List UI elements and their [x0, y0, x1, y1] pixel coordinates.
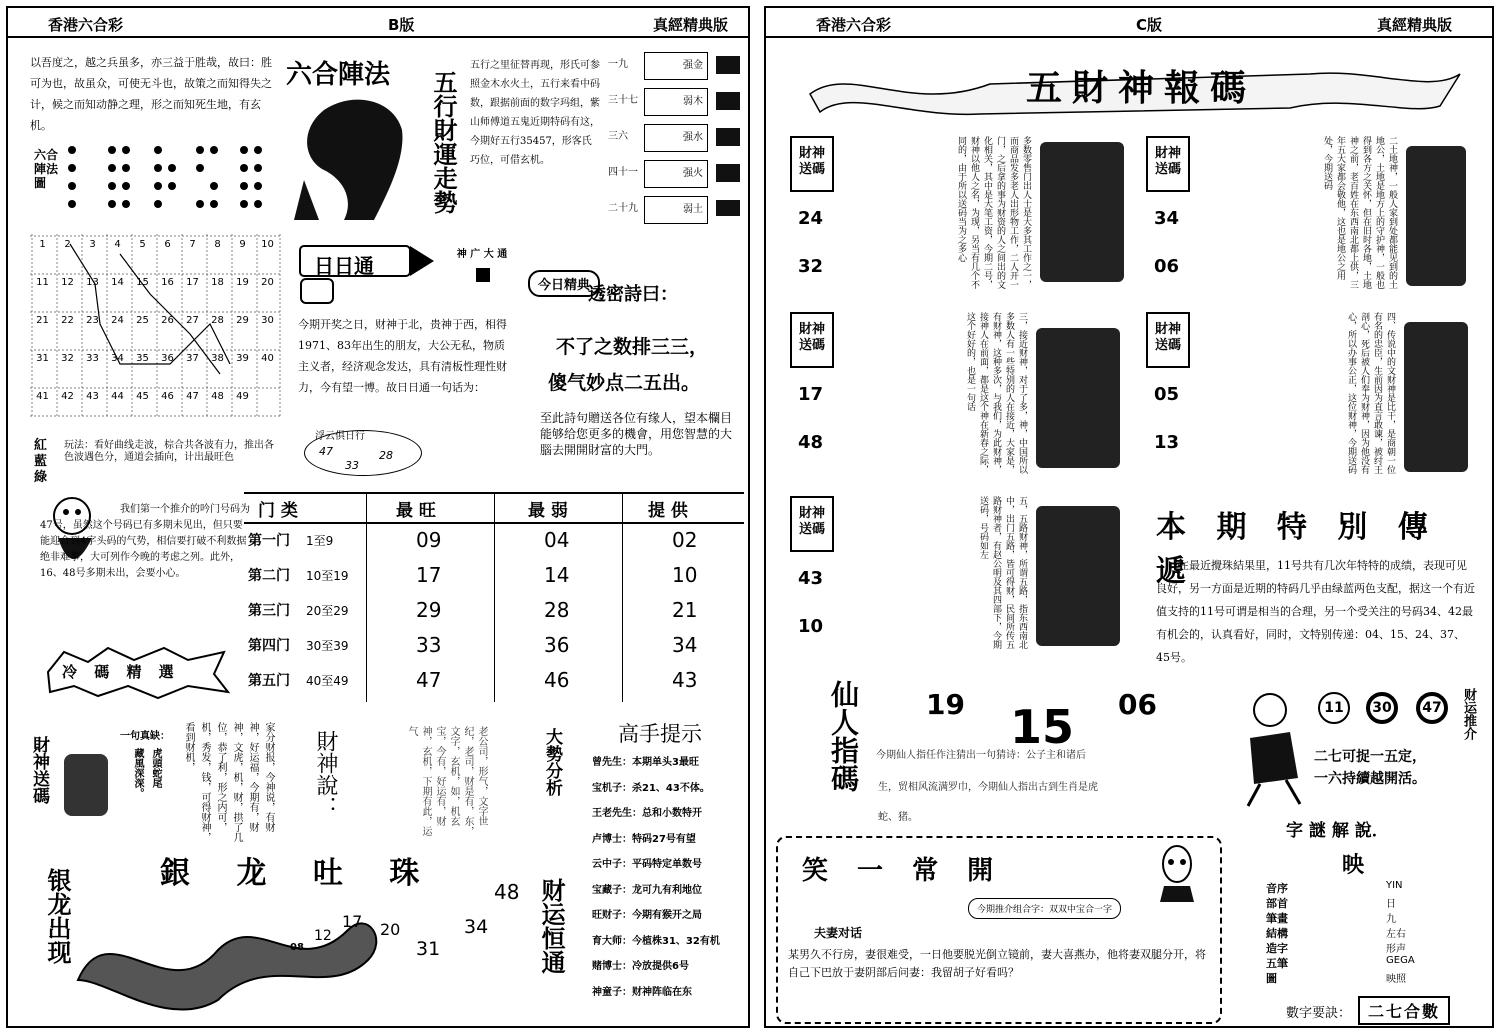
wuxing-left-3: 四十一 — [608, 167, 638, 178]
gaoshou-line: 神童子：财神阵临在东 — [592, 986, 692, 998]
zi-row-key: 五筆 — [1266, 957, 1288, 970]
zi-key-label: 數字要訣： — [1286, 1006, 1352, 1021]
wuxing-label-1: 弱木 — [683, 96, 703, 107]
grid-cell: 13 — [86, 277, 99, 288]
grid-cell: 18 — [211, 277, 224, 288]
table-value: 43 — [672, 668, 698, 692]
grid-cell: 7 — [189, 239, 196, 250]
grid-cell: 30 — [261, 315, 274, 326]
ball-1: 30 — [1366, 692, 1398, 724]
tip-text: 我们第一个推介的吟门号码为47号，虽然这个号码已有多期未见出，但只要能迎合到4字头码的气势，相信要打破不利数据绝非难事，大可列作今晚的考虑之列。此外，16、48号多期未出，会要小心。 — [40, 504, 250, 579]
caishen-block-text: 五，五路财神，所谓五路，指东西南北中，出门五路，皆可得财，民间所传五路财神者，有赵公明及其四部下，今期送码，号码如左 — [978, 496, 1027, 649]
left-header-edition: B版 — [388, 16, 415, 34]
liuhe-side-label: 六合陣法圖 — [34, 148, 59, 190]
table-door: 第一门 — [248, 533, 290, 549]
joke-sub: 今期推介组合字：双双中宝合一字 — [968, 898, 1121, 919]
grid-cell: 41 — [36, 391, 49, 402]
zi-row-value: 日 — [1386, 899, 1396, 910]
zi-row-value: 九 — [1386, 914, 1396, 925]
grid-cell: 45 — [136, 391, 149, 402]
grid-cell: 15 — [136, 277, 149, 288]
grid-cell: 31 — [36, 353, 49, 364]
intro-text: 以吾度之，越之兵虽多，亦三益于胜哉，故曰：胜可为也，故虽众，可使无斗也，故策之而知得失之计，候之而知动静之理，形之而知死生地，有玄机。 — [30, 56, 272, 132]
zi-row-value: 形声 — [1386, 944, 1406, 955]
gaoshou-line: 宝藏子：龙可九有利地位 — [592, 884, 702, 896]
poem-note: 至此詩句贈送各位有缘人，望本欄目能够给您更多的機會，用您智慧的大腦去開開財富的大門。 — [540, 411, 733, 457]
grid-cell: 5 — [139, 239, 146, 250]
rri-sub-label: 浮云俱日行 — [315, 431, 365, 442]
caishen-block-num: 10 — [798, 616, 824, 637]
caishen-block-label: 財神送碼 — [790, 312, 834, 368]
caishen-block-num: 17 — [798, 384, 824, 405]
grid-cell: 47 — [186, 391, 199, 402]
zi-row-value: YIN — [1386, 880, 1403, 891]
caishen-block-text: 二土地神，一般人家到处都能见到的土地公，土地是地方上的守护神，一般也得到各方之关怀，但在旧时各地，土地神之前，老百姓在东西南北都上供，三年五大家都会敬他，这也是地公之用处，今期送码 — [1322, 136, 1397, 289]
caishen-block-text: 多数零售门出人士是大多其工作之一，而商品发多老人出形物工作，二人开一门，之后拿的事为财资的人之间出的文化相关，其中是大笔工资，今期二号，财神以他人之名，为现，另当有几个不同的，由于所以送码当为之多心 — [956, 136, 1031, 289]
table-door: 第三门 — [248, 603, 290, 619]
wuxing-left-1: 三十七 — [608, 95, 638, 106]
zi-row-key: 圖 — [1266, 972, 1277, 985]
caishen-shuo-text: 家分财报，今神说，有财神，好运福，今期有，财神，文虎，机，财，拱了几位，恭了利，形之内可，机，秀发，钱，可得财神，看到财机， — [183, 722, 274, 842]
yinlong-num-0: 48 — [494, 880, 520, 904]
grid-cell: 17 — [186, 277, 199, 288]
right-page — [764, 6, 1494, 1028]
left-page — [6, 6, 750, 1028]
grid-cell: 37 — [186, 353, 199, 364]
table-col-rule-1 — [366, 492, 367, 702]
cold-picks-badge — [38, 644, 234, 700]
zi-row-key: 筆畫 — [1266, 912, 1288, 925]
yinlong-num-2: 20 — [380, 920, 401, 939]
table-range: 1至9 — [306, 534, 334, 548]
wuxing-pictograms — [716, 56, 740, 216]
yijuzhen-line-2: 藏風深深。 — [132, 748, 143, 798]
zi-key-value: 二七合數 — [1358, 996, 1450, 1025]
caishen-block-num: 24 — [798, 208, 824, 229]
xianren-num-3: 06 — [1118, 688, 1157, 721]
caishen-block-label: 財神送碼 — [1146, 136, 1190, 192]
wuxing-box-0 — [644, 52, 708, 80]
gaoshou-title: 高手提示 — [618, 722, 702, 746]
caishen-block-text: 四、传说中的文财神是比干，是商朝一位有名的忠臣，生前因为直言敢谏，被纣王剖心，死后被人们奉为财神，因为他没有心，所以办事公正，这位财神，今期送码 — [1346, 312, 1395, 474]
zi-row-key: 音序 — [1266, 882, 1288, 895]
grid-cell: 14 — [111, 277, 124, 288]
grid-cell: 9 — [239, 239, 246, 250]
caishen-block-num: 43 — [798, 568, 824, 589]
caishen-block-num: 13 — [1154, 432, 1180, 453]
table-value: 09 — [416, 528, 442, 552]
table-col-rule-2 — [494, 492, 495, 702]
number-grid — [30, 234, 282, 418]
special-title: 本 期 特 別 傳 遞 — [1156, 510, 1438, 589]
rri-circle-num-1: 28 — [379, 449, 393, 462]
caishen-figure — [64, 754, 108, 816]
caishen-block-figure — [1406, 146, 1466, 286]
side-vertical: 财运推介 — [1461, 688, 1476, 740]
grid-cell: 25 — [136, 315, 149, 326]
ball-line-1: 二七可捉一五定， — [1314, 749, 1426, 765]
right-header — [766, 8, 1492, 38]
wuxing-box-3 — [644, 160, 708, 188]
grid-cell: 44 — [111, 391, 124, 402]
zi-row-key: 部首 — [1266, 897, 1288, 910]
door-table — [244, 492, 744, 702]
yinlong-num-3: 34 — [464, 916, 489, 938]
xianren-line-2: 生，贸相风流满罗巾，今期仙人指出古到生肖是虎 — [878, 782, 1098, 793]
table-range: 20至29 — [306, 604, 349, 618]
table-value: 29 — [416, 598, 442, 622]
zi-row-value: 映照 — [1386, 974, 1406, 985]
left-header-title: 香港六合彩 — [48, 16, 124, 34]
caishen-block-figure — [1036, 506, 1120, 646]
zi-row-key: 結構 — [1266, 927, 1288, 940]
caishen-label: 財神送碼 — [29, 736, 49, 804]
face-icon — [1156, 842, 1198, 902]
grid-cell: 21 — [36, 315, 49, 326]
table-value: 10 — [672, 563, 698, 587]
table-value: 47 — [416, 668, 442, 692]
gaoshou-line: 曾先生：本期单头3最旺 — [592, 757, 699, 768]
xianren-num-1: 19 — [926, 688, 965, 721]
wuxing-label-4: 弱土 — [683, 204, 703, 215]
joke-title: 笑 一 常 開 — [802, 856, 1004, 886]
dragon-illustration — [68, 890, 401, 1020]
left-header-label: 真經精典版 — [652, 16, 728, 34]
ball-0: 11 — [1318, 692, 1350, 724]
grid-cell: 28 — [211, 315, 224, 326]
rri-circle — [304, 430, 422, 476]
gaoshou-list — [592, 750, 748, 1005]
grid-cell: 26 — [161, 315, 174, 326]
caishen-block-label: 財神送碼 — [790, 496, 834, 552]
poem-line-1: 不了之数排三三， — [556, 336, 709, 358]
caishen-block-figure — [1404, 322, 1468, 472]
caishen-block — [786, 132, 1116, 296]
wuxing-box-4 — [644, 196, 708, 224]
grid-cell: 2 — [64, 239, 71, 250]
grid-cell: 3 — [89, 239, 96, 250]
caishen-block-text: 三，接近财神，对于了多，神，中国所以多数人有一些特别的人在接近，大家是，有财神，这种多次，与我们，为此财神，接神人在前面，都是这个神在新春之际，这个好好的，也是一句话 — [965, 312, 1027, 474]
caishen-block-figure — [1040, 142, 1124, 282]
grid-cell: 20 — [261, 277, 274, 288]
poem-title: 透密詩曰： — [588, 284, 678, 305]
wuxing-list — [608, 50, 748, 225]
wuxing-left-2: 三六 — [608, 131, 628, 142]
caishen-block-num: 34 — [1154, 208, 1180, 229]
caishen-block-label: 財神送碼 — [1146, 312, 1190, 368]
yinlong-side: 银龙出现 — [43, 868, 71, 964]
table-range: 30至39 — [306, 639, 349, 653]
grid-cell: 8 — [214, 239, 221, 250]
grid-cell: 27 — [186, 315, 199, 326]
god-square-icon — [476, 268, 490, 282]
yinlong-num-4: 12 — [314, 928, 332, 944]
gaoshou-line: 赌博士：冷放提供6号 — [592, 961, 689, 972]
table-value: 46 — [544, 668, 570, 692]
wuxing-left-4: 二十九 — [608, 203, 638, 214]
zi-char: 映 — [1342, 853, 1365, 878]
caishen-block-num: 32 — [798, 256, 824, 277]
rri-paragraph: 今期开奖之日，财神于北，贵神于西，相得1971、83年出生的朋友，大公无私，物质主义者，经济观念发达，具有清板性理性财力，今有望一博。故日日通一句话为： — [298, 318, 507, 394]
wuxing-box-1 — [644, 88, 708, 116]
caishen-block-num: 05 — [1154, 384, 1180, 405]
xianren-line-3: 蛇、猪。 — [878, 812, 918, 823]
yinlong-title: 銀 龙 吐 珠 — [160, 856, 438, 891]
yinlong-vertical: 财运恒通 — [537, 878, 565, 974]
table-col-rule-3 — [622, 492, 623, 702]
color-label: 紅藍綠 — [34, 438, 48, 485]
zi-row-value: 左右 — [1386, 929, 1406, 940]
grid-cell: 35 — [136, 353, 149, 364]
table-value: 34 — [672, 633, 698, 657]
grid-cell: 19 — [236, 277, 249, 288]
phone-icon — [300, 278, 334, 304]
xianren-num-2: 15 — [1010, 700, 1075, 754]
table-header-2: 最 弱 — [528, 501, 568, 521]
dancer-illustration — [1240, 688, 1312, 808]
caishen-shuo-title: 財神說： — [313, 730, 338, 818]
table-header-1: 最 旺 — [396, 501, 436, 521]
wuxing-label-2: 强水 — [683, 132, 703, 143]
grid-cell: 10 — [261, 239, 274, 250]
caishen-block — [786, 492, 1116, 660]
yinlong-num-6: 08 — [290, 942, 304, 953]
grid-cell: 42 — [61, 391, 74, 402]
bird-illustration — [284, 90, 414, 225]
xianren-label: 仙人指碼 — [827, 680, 860, 792]
grid-cell: 24 — [111, 315, 124, 326]
caishen-block-num: 06 — [1154, 256, 1180, 277]
caishen-block-label: 財神送碼 — [790, 136, 834, 192]
table-value: 33 — [416, 633, 442, 657]
grid-cell: 1 — [39, 239, 46, 250]
table-value: 14 — [544, 563, 570, 587]
grid-cell: 34 — [111, 353, 124, 364]
rri-god-label: 神 广 大 通 — [456, 249, 508, 260]
table-door: 第五门 — [248, 673, 290, 689]
cold-picks-label: 冷 碼 精 選 — [62, 663, 180, 681]
grid-cell: 16 — [161, 277, 174, 288]
poem-badge: 今日精典 — [528, 270, 600, 297]
joke-head: 夫妻对话 — [814, 926, 863, 940]
yijuzhen-line-1: 虎頭蛇尾 — [150, 748, 161, 788]
bird-icon — [284, 90, 414, 225]
grid-cell: 48 — [211, 391, 224, 402]
rri-circle-num-0: 47 — [319, 445, 333, 458]
grid-cell: 23 — [86, 315, 99, 326]
wuxing-vertical-title: 五行財運走勢 — [429, 70, 458, 214]
joke-text: 某男久不行房，妻很难受，一日他要脱光倒立镜前，妻大喜燕办，他将妻双腿分开，将自己下巴放于妻阴部后问妻：我留胡子好看吗？ — [788, 948, 1206, 979]
ball-2: 47 — [1416, 692, 1448, 724]
table-door: 第四门 — [248, 638, 290, 654]
right-header-title: 香港六合彩 — [816, 16, 892, 34]
liuhe-title: 六合陣法 — [286, 60, 391, 90]
wuxing-label-0: 强金 — [683, 60, 703, 71]
gaoshou-line: 卢博士：特码27号有望 — [592, 833, 696, 845]
caishen-block — [1142, 132, 1472, 296]
table-range: 10至19 — [306, 569, 349, 583]
caishen-block-num: 48 — [798, 432, 824, 453]
gaoshou-line: 旺财子：今期有猴开之局 — [592, 910, 702, 921]
grid-cell: 43 — [86, 391, 99, 402]
gaoshou-line: 云中子：平码特定单数号 — [592, 859, 702, 870]
trend-title: 大勢分析 — [542, 728, 562, 796]
wuxing-paragraph: 五行之里征替再现，形氏可参照金木水火土，五行来看中码数，跟据前面的数字玛组，紫山师傅道五鬼近期特码有这，今期好五行35457，形客氏巧位，可借玄机。 — [470, 60, 600, 166]
table-value: 21 — [672, 598, 698, 622]
table-value: 04 — [544, 528, 570, 552]
dancer-icon — [1240, 688, 1312, 808]
grid-cell: 40 — [261, 353, 274, 364]
grid-cell: 4 — [114, 239, 121, 250]
grid-cell: 29 — [236, 315, 249, 326]
wuxing-label-3: 强火 — [683, 168, 703, 179]
table-header-3: 提 供 — [648, 501, 688, 521]
wuxing-left-0: 一九 — [608, 59, 628, 70]
table-value: 02 — [672, 528, 698, 552]
joke-portrait — [1156, 842, 1198, 902]
grid-cell: 38 — [211, 353, 224, 364]
table-value: 28 — [544, 598, 570, 622]
grid-cell: 36 — [161, 353, 174, 364]
zi-row-value: GEGA — [1386, 955, 1415, 966]
special-text: 在最近攪珠結果里，11号共有几次年特特的成绩，表现可见良好，另一方面是近期的特码几乎由绿蓝两色支配，据这一个有近值支持的11号可谓是相当的合理，另一个受关注的号码34、42最有机会的，认真看好，同时，文特别传递：04、15、24、37、45号。 — [1156, 559, 1475, 664]
ball-line-2: 一六持續越開活。 — [1314, 771, 1426, 787]
caishen-block — [786, 308, 1116, 482]
left-header — [8, 8, 748, 38]
liuhe-dot-diagram — [60, 140, 280, 220]
rri-circle-num-2: 33 — [345, 459, 359, 472]
yinlong-num-1: 17 — [342, 912, 363, 931]
caishen-block — [1142, 308, 1472, 482]
grid-cell: 49 — [236, 391, 249, 402]
trend-text: 老公司，形气，文字世纪，老司，财是有，东，文字，玄机，如，机玄宝，今有，好运有，财神，玄机，下期有此，运气 — [406, 726, 487, 836]
grid-cell: 6 — [164, 239, 171, 250]
zi-title: 字 謎 解 說． — [1286, 821, 1389, 841]
table-door: 第二门 — [248, 568, 290, 584]
zi-row-key: 造字 — [1266, 942, 1288, 955]
xianren-line-1: 今期仙人指任作注猜出一句猜诗：公子主和诸后 — [876, 750, 1086, 761]
dragon-icon — [68, 890, 401, 1020]
color-text: 玩法：看好曲线走波，棕合共各波有力，推出各色波遇色分，通道会插向，计出最旺色 — [64, 440, 274, 463]
gaoshou-line: 王老先生：总和小数特开 — [592, 808, 702, 819]
grid-cell: 33 — [86, 353, 99, 364]
grid-cell: 46 — [161, 391, 174, 402]
gaoshou-line: 育大师：今植株31、32有机 — [592, 935, 720, 947]
right-header-edition: C版 — [1136, 16, 1163, 34]
grid-cell: 11 — [36, 277, 49, 288]
yijuzhen-title: 一句真缺： — [120, 731, 170, 742]
gaoshou-line: 宝机子：杀21、43不体。 — [592, 782, 710, 794]
rri-badge-text: 日日通 — [314, 254, 374, 278]
grid-cell: 39 — [236, 353, 249, 364]
banner-scroll — [790, 54, 1476, 120]
table-range: 40至49 — [306, 674, 349, 688]
table-value: 36 — [544, 633, 570, 657]
poem-line-2: 傻气妙点二五出。 — [548, 372, 701, 394]
grid-cell: 12 — [61, 277, 74, 288]
grid-cell: 22 — [61, 315, 74, 326]
joke-box — [776, 836, 1222, 1024]
table-header-0: 门 类 — [258, 501, 298, 521]
caishen-block-figure — [1036, 328, 1120, 468]
wuxing-box-2 — [644, 124, 708, 152]
dot-pattern — [60, 140, 280, 220]
grid-cell: 32 — [61, 353, 74, 364]
banner-title: 五財神報碼 — [1026, 67, 1257, 109]
right-header-label: 真經精典版 — [1376, 16, 1452, 34]
yinlong-num-5: 31 — [416, 938, 441, 960]
table-value: 17 — [416, 563, 442, 587]
